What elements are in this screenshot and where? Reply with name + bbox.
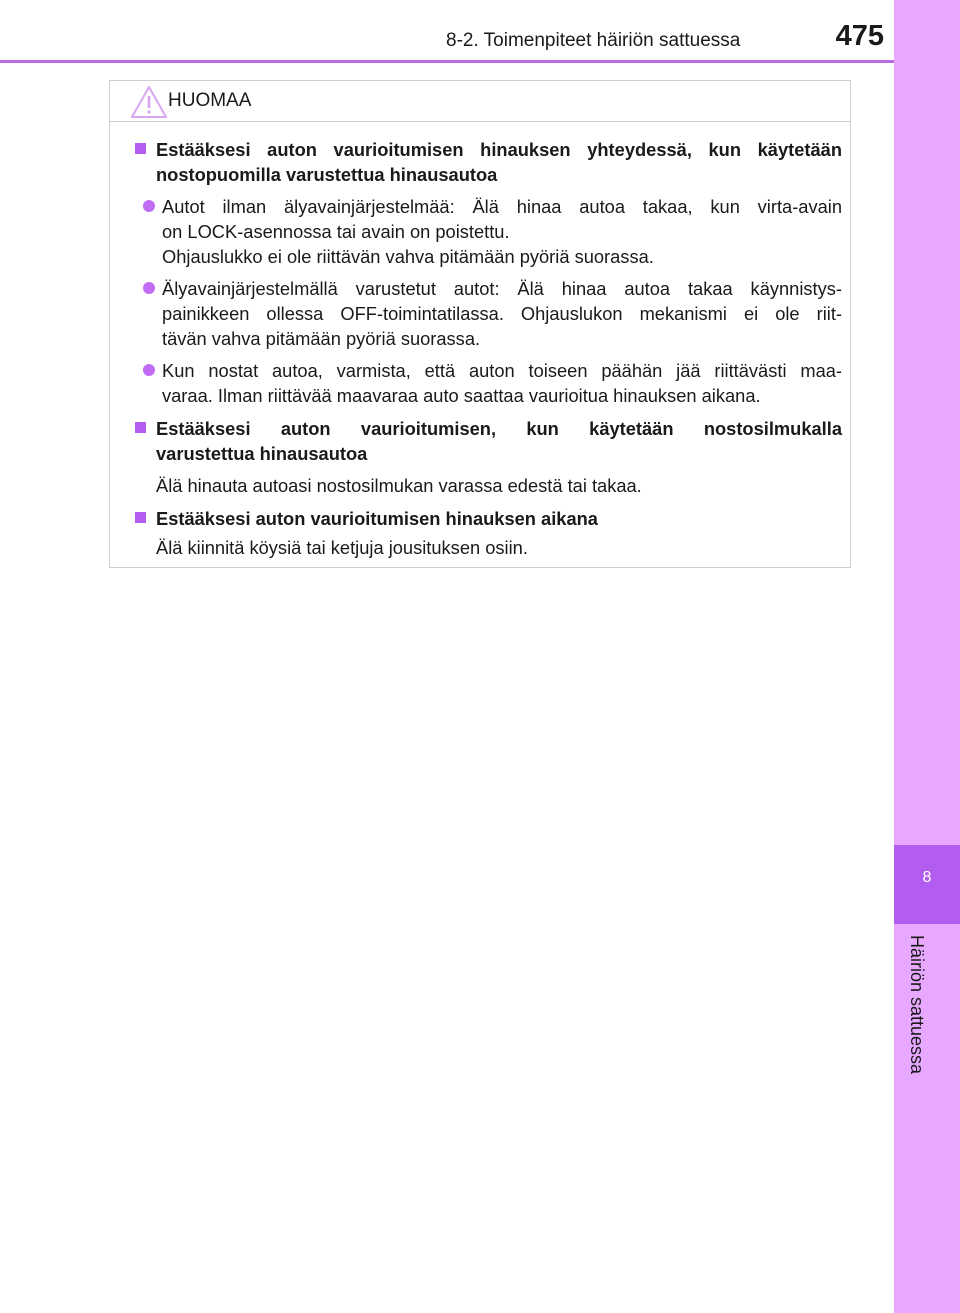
chapter-number: 8 [922,869,932,886]
item-line: Kun nostat autoa, varmista, että auton toiseen päähän jää riittävästi maa- [162,360,842,381]
list-item [143,358,842,408]
header-rule [0,60,894,63]
item-line: on LOCK-asennossa tai avain on poistettu. [162,221,510,242]
item-line: tävän vahva pitämään pyöriä suorassa. [162,328,481,349]
square-bullet-icon [135,512,146,523]
notice-section [135,416,842,498]
circle-bullet-icon [143,200,155,212]
item-line: painikkeen ollessa OFF-toimintatilassa. Ohjauslukon mekanismi ei ole riit- [162,303,842,324]
section-heading [135,416,842,466]
chapter-number-box [894,845,960,924]
heading-line: nostopuomilla varustettua hinausautoa [156,164,498,185]
item-line: Autot ilman älyavainjärjestelmää: Älä hinaa autoa takaa, kun virta-avain [162,196,842,217]
notice-box [109,80,851,568]
list-item [143,194,842,269]
section-heading [135,506,842,531]
chapter-title: Häiriön sattuessa [907,935,927,1075]
circle-bullet-icon [143,364,155,376]
section-heading [135,137,842,187]
list-item [143,276,842,351]
heading-line: Estääksesi auton vaurioitumisen hinauksen aikana [156,508,598,529]
section-title: 8-2. Toimenpiteet häiriön sattuessa [446,30,741,51]
circle-bullet-icon [143,282,155,294]
heading-line: Estääksesi auton vaurioitumisen, kun käytetään nostosilmukalla [156,418,842,439]
notice-section [135,506,842,560]
heading-line: varustettua hinausautoa [156,443,368,464]
square-bullet-icon [135,143,146,154]
notice-label: HUOMAA [168,90,252,111]
notice-body [110,137,850,560]
item-line: varaa. Ilman riittävää maavaraa auto saattaa vaurioitua hinauksen aikana. [162,385,761,406]
section-text: Älä kiinnitä köysiä tai ketjuja jousituksen osiin. [156,537,528,558]
section-text: Älä hinauta autoasi nostosilmukan varassa edestä tai takaa. [156,475,642,496]
chapter-side-tab [894,0,960,1313]
square-bullet-icon [135,422,146,433]
page-number: 475 [835,20,884,52]
warning-triangle-icon [130,85,168,119]
heading-line: Estääksesi auton vaurioitumisen hinauksen yhteydessä, kun käytetään [156,139,842,160]
notice-section [135,137,842,408]
item-line: Ohjauslukko ei ole riittävän vahva pitämään pyöriä suorassa. [162,246,654,267]
notice-header [110,81,850,122]
item-line: Älyavainjärjestelmällä varustetut autot: Älä hinaa autoa takaa käynnistys- [162,278,842,299]
